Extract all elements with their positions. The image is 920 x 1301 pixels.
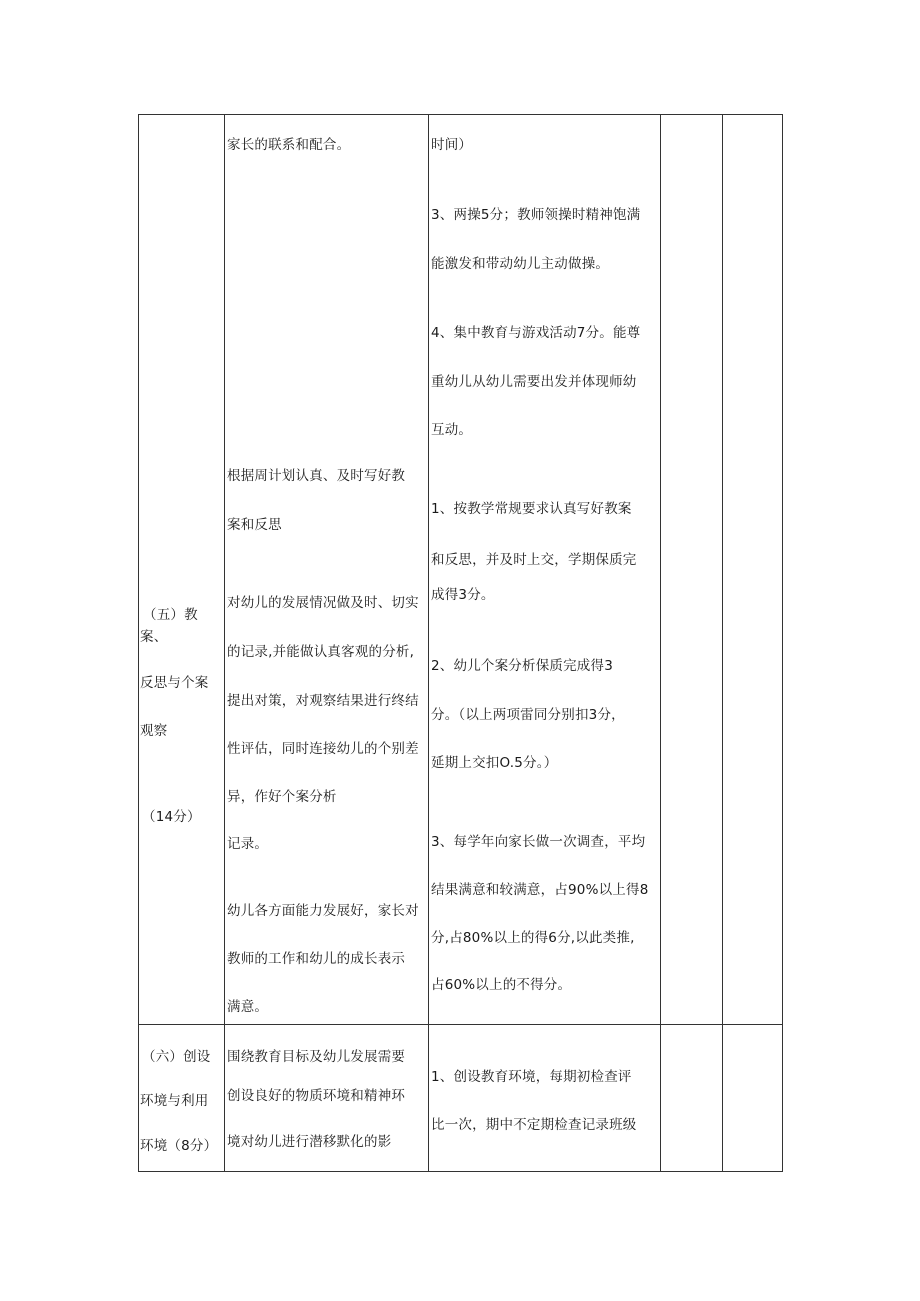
table-right-border — [782, 114, 783, 1172]
criteria-text: 1、按教学常规要求认真写好教案 — [431, 501, 632, 517]
table-top-border — [138, 114, 783, 115]
criteria-text: 时间） — [431, 137, 473, 153]
requirement-text: 教师的工作和幼儿的成长表示 — [227, 951, 406, 967]
criteria-text: 和反思，并及时上交，学期保质完 — [431, 552, 637, 568]
criteria-text: 分,占80%以上的得6分,以此类推, — [431, 930, 635, 946]
criteria-text: 结果满意和较满意，占90%以上得8 — [431, 882, 649, 898]
category-text: 反思与个案 — [140, 675, 209, 691]
requirement-text: 对幼儿的发展情况做及时、切实 — [227, 595, 419, 611]
requirement-text: 提出对策，对观察结果进行终结 — [227, 693, 419, 709]
requirement-text: 案和反思 — [227, 517, 282, 533]
table-left-border — [138, 114, 139, 1172]
criteria-text: 3、每学年向家长做一次调查，平均 — [431, 834, 646, 850]
requirement-text: 异，作好个案分析 — [227, 789, 337, 805]
criteria-text: 能激发和带动幼儿主动做操。 — [431, 256, 610, 272]
criteria-text: 重幼儿从幼儿需要出发并体现师幼 — [431, 374, 637, 390]
criteria-text: 延期上交扣O.5分。） — [431, 755, 558, 771]
table-bottom-border — [138, 1171, 783, 1172]
criteria-text: 分。（以上两项雷同分别扣3分， — [431, 707, 625, 723]
criteria-text: 占60%以上的不得分。 — [431, 977, 572, 993]
criteria-text: 成得3分。 — [431, 587, 495, 603]
requirement-text: 记录。 — [227, 836, 269, 852]
category-text: 观察 — [140, 723, 168, 739]
column-divider — [224, 114, 225, 1172]
criteria-text: 互动。 — [431, 422, 473, 438]
category-text: （14分） — [142, 809, 201, 825]
category-text: 环境（8分） — [140, 1138, 218, 1154]
category-text: 案、 — [140, 629, 168, 645]
requirement-text: 家长的联系和配合。 — [227, 137, 351, 153]
requirement-text: 满意。 — [227, 999, 269, 1015]
criteria-text: 3、两操5分；教师领操时精神饱满 — [431, 207, 641, 223]
criteria-text: 比一次，期中不定期检查记录班级 — [431, 1117, 637, 1133]
category-text: （六）创设 — [142, 1049, 211, 1065]
requirement-text: 创设良好的物质环境和精神环 — [227, 1088, 406, 1104]
criteria-text: 1、创设教育环境，每期初检查评 — [431, 1069, 632, 1085]
column-divider — [722, 114, 723, 1172]
criteria-text: 4、集中教育与游戏活动7分。能尊 — [431, 325, 641, 341]
column-divider — [428, 114, 429, 1172]
requirement-text: 根据周计划认真、及时写好教 — [227, 468, 406, 484]
requirement-text: 的记录,并能做认真客观的分析, — [227, 644, 415, 660]
row-divider — [138, 1024, 783, 1025]
category-text: （五）教 — [143, 607, 198, 623]
category-text: 环境与利用 — [140, 1093, 209, 1109]
requirement-text: 境对幼儿进行潜移默化的影 — [227, 1134, 392, 1150]
requirement-text: 围绕教育目标及幼儿发展需要 — [227, 1049, 406, 1065]
requirement-text: 幼儿各方面能力发展好，家长对 — [227, 903, 419, 919]
column-divider — [660, 114, 661, 1172]
criteria-text: 2、幼儿个案分析保质完成得3 — [431, 658, 613, 674]
requirement-text: 性评估，同时连接幼儿的个别差 — [227, 741, 419, 757]
